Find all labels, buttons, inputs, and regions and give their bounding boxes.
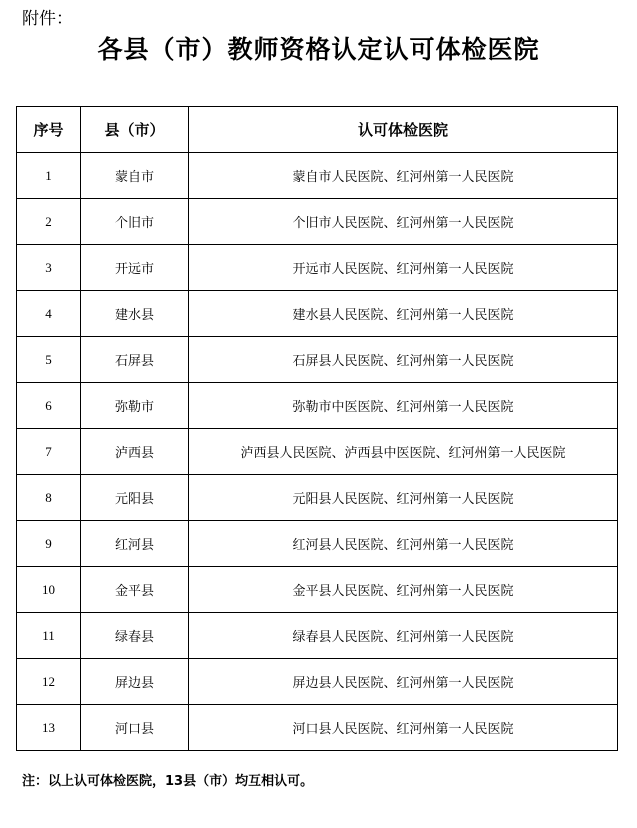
row-hospital: 河口县人民医院、红河州第一人民医院	[189, 705, 618, 751]
table-row	[17, 705, 618, 751]
row-serial-number: 9	[17, 521, 81, 567]
row-hospital: 个旧市人民医院、红河州第一人民医院	[189, 199, 618, 245]
row-serial-number: 7	[17, 429, 81, 475]
row-county: 泸西县	[81, 429, 189, 475]
row-serial-number: 10	[17, 567, 81, 613]
row-hospital: 元阳县人民医院、红河州第一人民医院	[189, 475, 618, 521]
row-serial-number: 8	[17, 475, 81, 521]
row-hospital: 开远市人民医院、红河州第一人民医院	[189, 245, 618, 291]
row-serial-number: 13	[17, 705, 81, 751]
table-header-row	[17, 107, 618, 153]
row-hospital: 绿春县人民医院、红河州第一人民医院	[189, 613, 618, 659]
row-county: 河口县	[81, 705, 189, 751]
row-county: 金平县	[81, 567, 189, 613]
row-county: 弥勒市	[81, 383, 189, 429]
row-county: 石屏县	[81, 337, 189, 383]
row-county: 建水县	[81, 291, 189, 337]
row-hospital: 金平县人民医院、红河州第一人民医院	[189, 567, 618, 613]
table-row	[17, 245, 618, 291]
attachment-label: 附件：	[22, 9, 73, 29]
row-county: 绿春县	[81, 613, 189, 659]
row-serial-number: 2	[17, 199, 81, 245]
row-serial-number: 6	[17, 383, 81, 429]
row-hospital: 屏边县人民医院、红河州第一人民医院	[189, 659, 618, 705]
row-serial-number: 5	[17, 337, 81, 383]
table-row	[17, 383, 618, 429]
table-row	[17, 153, 618, 199]
row-hospital: 泸西县人民医院、泸西县中医医院、红河州第一人民医院	[189, 429, 618, 475]
row-hospital: 弥勒市中医医院、红河州第一人民医院	[189, 383, 618, 429]
header-county: 县（市）	[81, 107, 189, 153]
document-title: 各县（市）教师资格认定认可体检医院	[97, 35, 540, 64]
row-serial-number: 12	[17, 659, 81, 705]
row-serial-number: 3	[17, 245, 81, 291]
footnote: 注：以上认可体检医院，13县（市）均互相认可。	[22, 774, 314, 789]
row-county: 蒙自市	[81, 153, 189, 199]
table-row	[17, 337, 618, 383]
header-serial-number: 序号	[17, 107, 81, 153]
table-row	[17, 429, 618, 475]
table-row	[17, 475, 618, 521]
header-hospital: 认可体检医院	[189, 107, 618, 153]
row-county: 红河县	[81, 521, 189, 567]
row-hospital: 蒙自市人民医院、红河州第一人民医院	[189, 153, 618, 199]
row-county: 开远市	[81, 245, 189, 291]
table-row	[17, 567, 618, 613]
row-hospital: 红河县人民医院、红河州第一人民医院	[189, 521, 618, 567]
row-county: 元阳县	[81, 475, 189, 521]
hospital-table	[16, 106, 618, 751]
row-county: 屏边县	[81, 659, 189, 705]
row-hospital: 建水县人民医院、红河州第一人民医院	[189, 291, 618, 337]
row-hospital: 石屏县人民医院、红河州第一人民医院	[189, 337, 618, 383]
row-county: 个旧市	[81, 199, 189, 245]
table-row	[17, 199, 618, 245]
table-row	[17, 659, 618, 705]
table-row	[17, 521, 618, 567]
table-row	[17, 613, 618, 659]
row-serial-number: 1	[17, 153, 81, 199]
table-row	[17, 291, 618, 337]
row-serial-number: 11	[17, 613, 81, 659]
row-serial-number: 4	[17, 291, 81, 337]
